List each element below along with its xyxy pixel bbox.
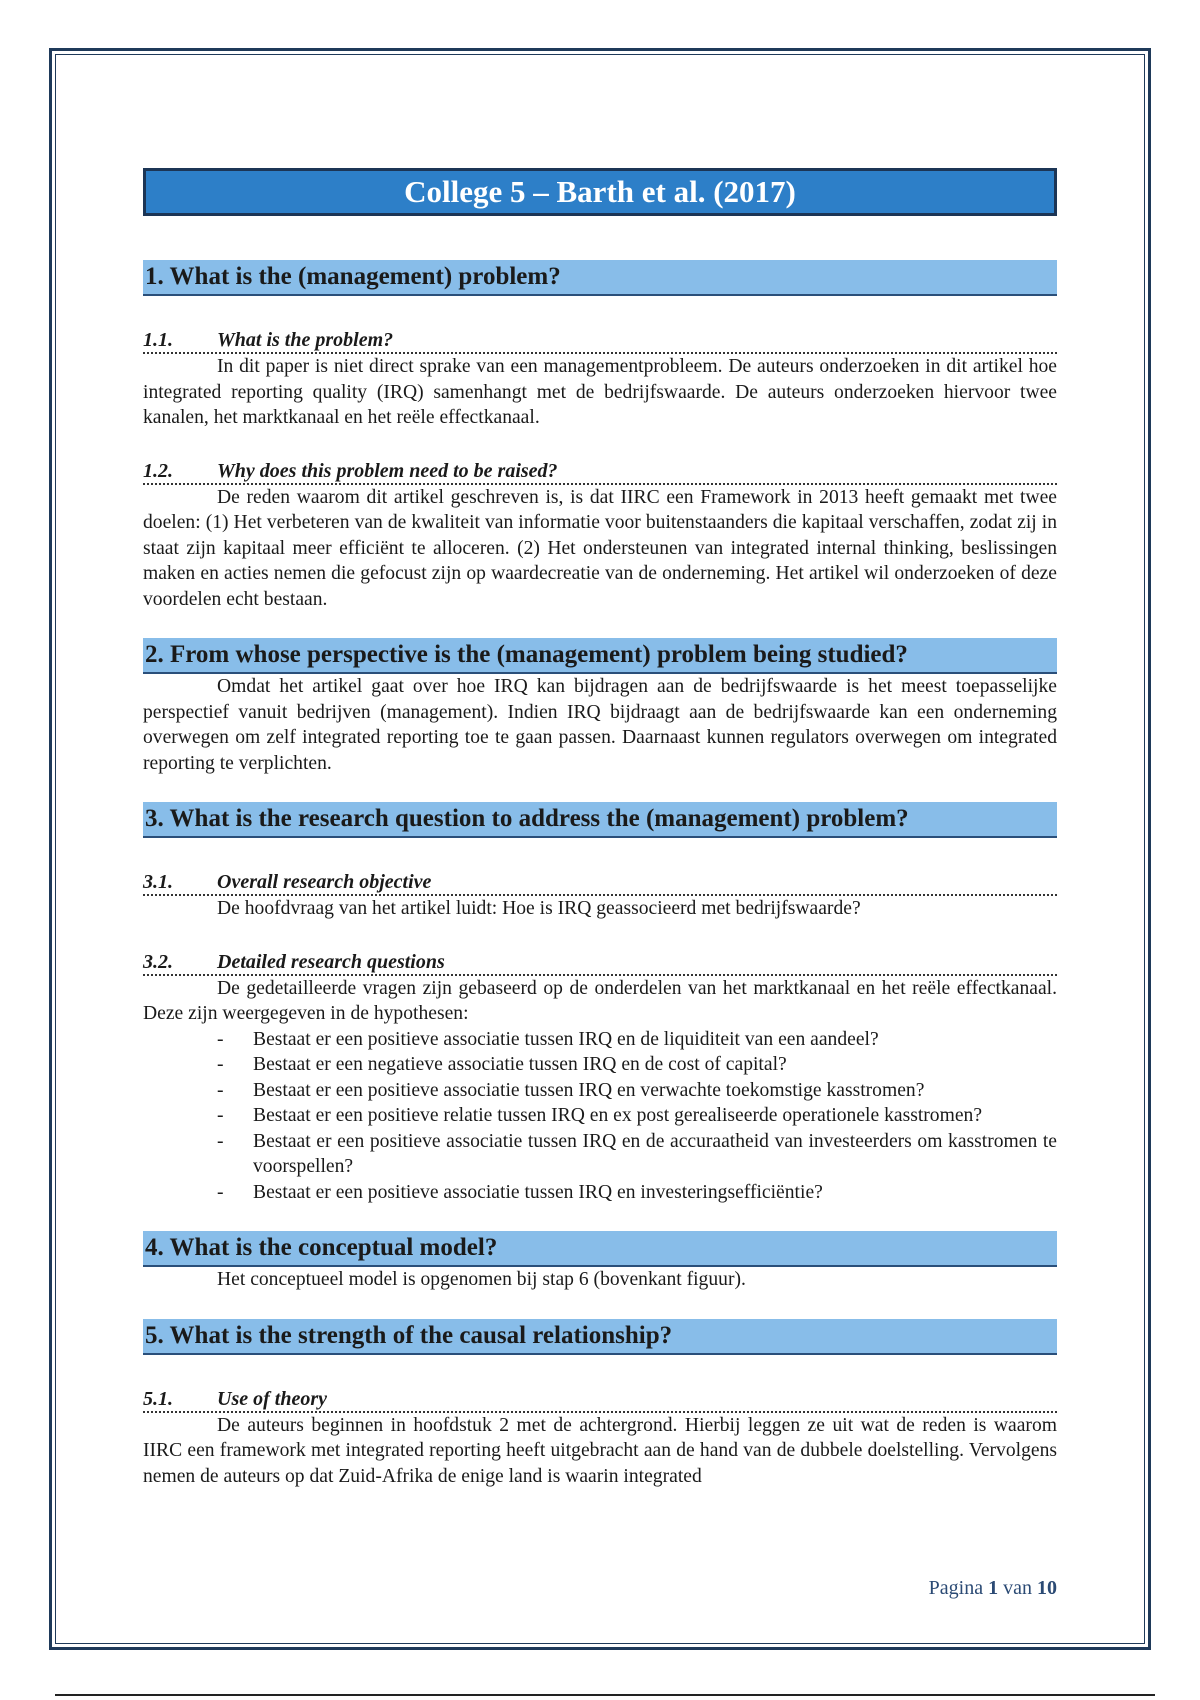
list-item: - Bestaat er een positieve relatie tussen IRQ en ex post gerealiseerde operationele kasstromen? <box>217 1103 1057 1129</box>
subsection-title: Overall research objective <box>217 871 432 893</box>
list-item: - Bestaat er een positieve associatie tussen IRQ en de accuraatheid van investeerders om kasstromen te voorspellen? <box>217 1129 1057 1180</box>
list-item: - Bestaat er een positieve associatie tussen IRQ en de liquiditeit van een aandeel? <box>217 1027 1057 1053</box>
hypotheses-list <box>143 1027 1057 1206</box>
subsection-title: Detailed research questions <box>217 950 445 973</box>
subsection-title: Why does this problem need to be raised? <box>217 459 558 482</box>
subsection-5-1-text: De auteurs beginnen in hoofdstuk 2 met de achtergrond. Hierbij leggen ze uit wat de reden is waarom IIRC een framework met integrated reporting heeft uitgebracht aan de hand van de dubbele doelstelling. Vervolgens nemen de auteurs op dat Zuid-Afrika de enige land is waarin integrated <box>143 1414 1057 1487</box>
subsection-3-1-text: De hoofdvraag van het artikel luidt: Hoe is IRQ geassocieerd met bedrijfswaarde? <box>217 898 861 919</box>
section-1-heading: 1. What is the (management) problem? <box>143 260 1057 296</box>
subsection-5-1-heading <box>143 1385 1057 1413</box>
section-4-heading: 4. What is the conceptual model? <box>143 1231 1057 1267</box>
document-content <box>143 168 1057 1489</box>
section-2-heading: 2. From whose perspective is the (management) problem being studied? <box>143 638 1057 674</box>
bottom-divider <box>55 1694 1155 1696</box>
subsection-number: 5.1. <box>143 1387 173 1410</box>
subsection-1-2-text: De reden waarom dit artikel geschreven is, is dat IIRC een Framework in 2013 heeft gemaakt met twee doelen: (1) Het verbeteren van de kwaliteit van informatie voor buitenstaanders die kapitaal verschaffen, zodat zij in staat zijn kapitaal meer efficiënt te alloceren. (2) Het ondersteunen van integrated internal thinking, beslissingen maken en acties nemen die gefocust zijn op waardecreatie van de onderneming. Het artikel wil onderzoeken of deze voordelen echt bestaan. <box>143 486 1057 610</box>
list-item: - Bestaat er een negatieve associatie tussen IRQ en de cost of capital? <box>217 1052 1057 1078</box>
subsection-number: 1.2. <box>143 459 173 482</box>
subsection-title: Use of theory <box>217 1387 327 1410</box>
subsection-3-2-text: De gedetailleerde vragen zijn gebaseerd op de onderdelen van het marktkanaal en het reële effectkanaal. Deze zijn weergegeven in de hypothesen: <box>143 977 1057 1024</box>
section-4-text: Het conceptueel model is opgenomen bij stap 6 (bovenkant figuur). <box>217 1269 746 1290</box>
current-page: 1 <box>988 1577 999 1599</box>
subsection-1-1-text: In dit paper is niet direct sprake van een managementprobleem. De auteurs onderzoeken in dit artikel hoe integrated reporting quality (IRQ) samenhangt met de bedrijfswaarde. De auteurs onderzoeken hiervoor twee kanalen, het marktkanaal en het reële effectkanaal. <box>143 356 1057 428</box>
subsection-number: 3.1. <box>143 871 173 893</box>
page-of-label: van <box>1003 1577 1032 1599</box>
document-title: College 5 – Barth et al. (2017) <box>143 168 1057 216</box>
subsection-1-1-heading <box>143 326 1057 354</box>
page-label: Pagina <box>928 1577 984 1599</box>
subsection-1-2-heading <box>143 457 1057 485</box>
subsection-number: 3.2. <box>143 950 173 973</box>
subsection-3-2-heading <box>143 948 1057 976</box>
total-pages: 10 <box>1037 1577 1057 1599</box>
list-item: - Bestaat er een positieve associatie tussen IRQ en investeringsefficiëntie? <box>217 1180 1057 1206</box>
subsection-title: What is the problem? <box>217 329 394 351</box>
subsection-3-1-heading <box>143 868 1057 896</box>
page-number-footer <box>929 1577 1057 1600</box>
subsection-number: 1.1. <box>143 329 173 351</box>
section-2-text: Omdat het artikel gaat over hoe IRQ kan bijdragen aan de bedrijfswaarde is het meest toepasselijke perspectief vanuit bedrijven (management). Indien IRQ bijdraagt aan de bedrijfswaarde kan een onderneming overwegen om zelf integrated reporting toe te gaan passen. Daarnaast kunnen regulators overwegen om integrated reporting te verplichten. <box>143 676 1057 774</box>
section-3-heading: 3. What is the research question to address the (management) problem? <box>143 802 1057 838</box>
list-item: - Bestaat er een positieve associatie tussen IRQ en verwachte toekomstige kasstromen? <box>217 1078 1057 1104</box>
section-5-heading: 5. What is the strength of the causal relationship? <box>143 1319 1057 1355</box>
